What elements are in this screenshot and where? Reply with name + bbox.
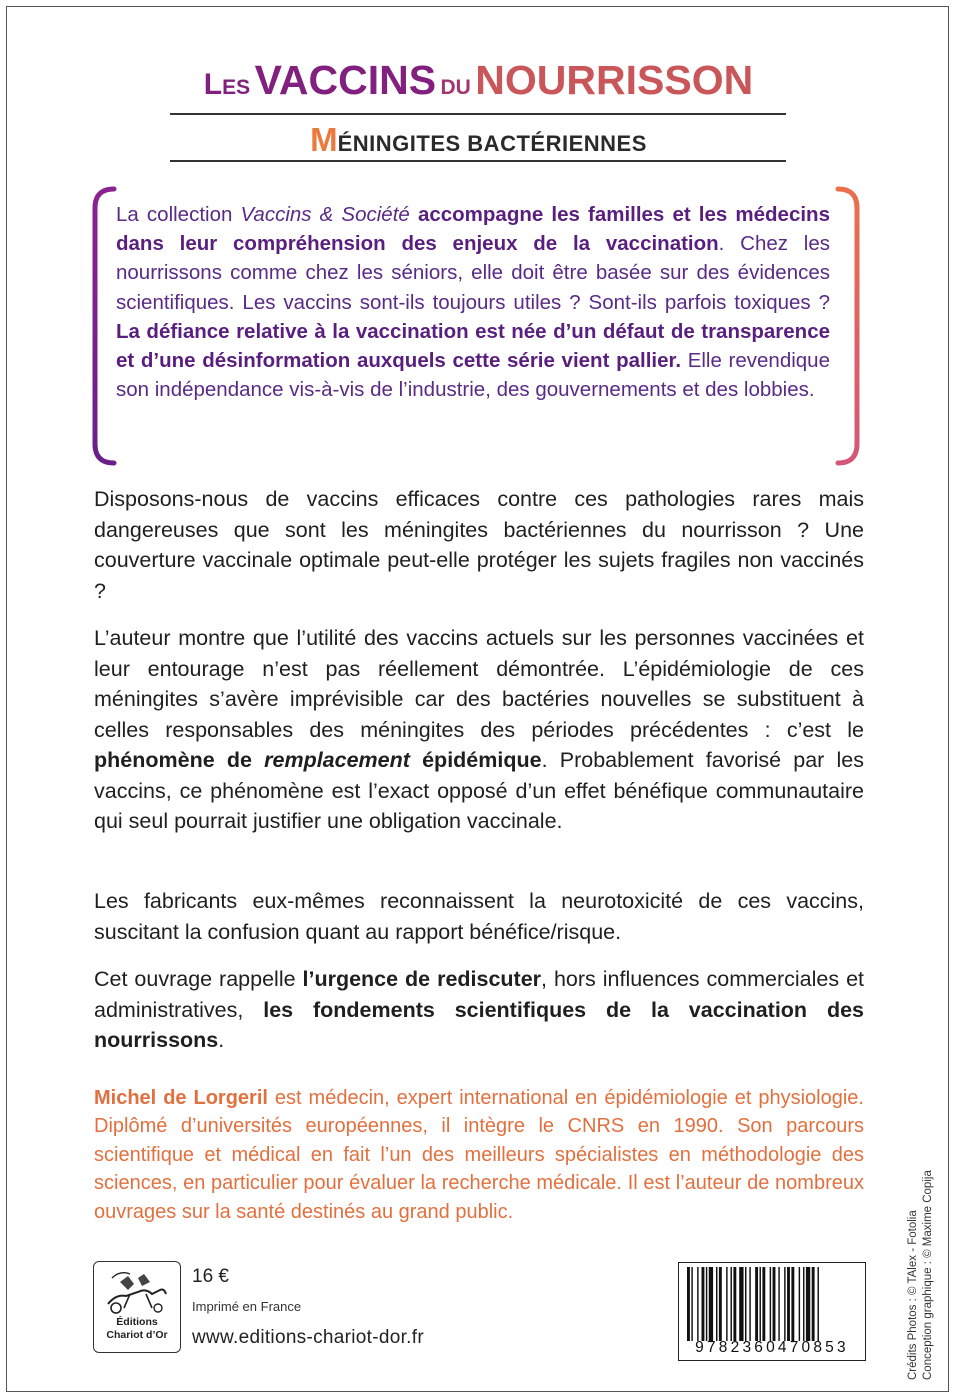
- body-paragraph-1: Disposons-nous de vaccins efficaces contre ces pathologies rares mais dangereuses que sont les méningites bactériennes du nourrisson ? Une couverture vaccinale optimale peut-elle protéger les sujets fragiles non vaccinés ?: [94, 487, 864, 603]
- subtitle-initial: M: [310, 121, 338, 158]
- collection-box: [90, 186, 862, 466]
- isbn-barcode: [678, 1262, 866, 1361]
- publisher-name: [94, 1316, 180, 1342]
- publisher-name-line1: Éditions: [116, 1316, 158, 1328]
- barcode-bar: [755, 1267, 758, 1341]
- barcode-bar: [791, 1267, 794, 1341]
- barcode-bar: [770, 1267, 771, 1341]
- title-rule-bottom: [170, 160, 786, 162]
- subtitle-rest: ÉNINGITES BACTÉRIENNES: [337, 131, 647, 156]
- chariot-icon: [94, 1264, 180, 1316]
- intro-text-3: Elle revendique son indépendance vis-à-vis de l’industrie, des gouvernements et des lobbies.: [116, 349, 830, 402]
- intro-bold-2: La défiance relative à la vaccination est née d’un défaut de transparence et d’une désinformation auxquels cette série vient pallier.: [116, 319, 830, 373]
- para4-text-e: .: [218, 1028, 225, 1052]
- title-rule-top: [170, 113, 786, 115]
- barcode-bar: [787, 1267, 790, 1341]
- barcode-bar: [803, 1267, 804, 1341]
- intro-text-1: La collection: [116, 203, 241, 226]
- title-vaccins: VACCINS: [254, 57, 437, 103]
- barcode-bar: [745, 1267, 746, 1341]
- barcode-bar: [716, 1267, 717, 1341]
- barcode-bar: [702, 1267, 705, 1341]
- barcode-bar: [726, 1267, 727, 1341]
- barcode-bar: [719, 1267, 722, 1341]
- isbn-digits: 9782360470853: [695, 1339, 849, 1356]
- barcode-bar: [806, 1267, 810, 1341]
- collection-text: [116, 200, 830, 404]
- credits-photos: Crédits Photos : © TAlex - Fotolia: [907, 1210, 919, 1380]
- barcode-bars: [679, 1267, 865, 1345]
- barcode-bar: [749, 1267, 750, 1341]
- para4-text-a: Cet ouvrage rappelle: [94, 967, 303, 991]
- publisher-logo: [93, 1261, 181, 1353]
- author-name: Michel de Lorgeril: [94, 1087, 268, 1109]
- barcode-bar: [709, 1267, 713, 1341]
- publisher-name-line2: Chariot d’Or: [106, 1329, 168, 1341]
- para2-bold-b: phénomène de: [94, 748, 265, 772]
- barcode-bar: [818, 1267, 819, 1341]
- image-credits: [906, 1170, 936, 1380]
- barcode-bar: [773, 1267, 776, 1341]
- barcode-bar: [760, 1267, 761, 1341]
- barcode-bar: [731, 1267, 732, 1341]
- para2-bold-italic: remplacement: [264, 748, 410, 772]
- barcode-bar: [812, 1267, 815, 1341]
- body-paragraph-4: [94, 964, 864, 1056]
- body-paragraph-2: [94, 623, 864, 837]
- barcode-bar: [691, 1267, 692, 1341]
- collection-name: Vaccins & Société: [240, 203, 410, 226]
- printed-in: Imprimé en France: [192, 1299, 302, 1314]
- title-du: du: [440, 68, 471, 101]
- barcode-bar: [778, 1267, 779, 1341]
- publisher-website: www.editions-chariot-dor.fr: [192, 1327, 424, 1348]
- barcode-bar: [733, 1267, 736, 1341]
- barcode-bar: [799, 1267, 800, 1341]
- barcode-bar: [687, 1267, 690, 1341]
- price: 16 €: [192, 1266, 229, 1287]
- intro-bold-1: accompagne les familles et les médecins dans leur compréhension des enjeux de la vaccination: [116, 203, 830, 256]
- intro-text-2: . Chez les nourrissons comme chez les séniors, elle doit être basée sur des évidences scientifiques. Les vaccins sont-ils toujours utiles ? Sont-ils parfois toxiques ?: [116, 232, 831, 314]
- title-nourrisson: NOURRISSON: [475, 57, 754, 103]
- barcode-bar: [739, 1267, 743, 1341]
- credits-design: Conception graphique : © Maxime Copija: [922, 1170, 934, 1380]
- author-bio-text: est médecin, expert international en épidémiologie et physiologie. Diplômé d’universités européennes, il intègre le CNRS en 1990. Son parcours scientifique et médical en fait l’un des meilleurs spécialistes en méthodologie des sciences, en particulier pour évaluer la recherche médicale. Il est l’auteur de nombreux ouvrages sur la santé destinés au grand public.: [94, 1087, 864, 1223]
- book-title: [0, 56, 957, 114]
- para2-text-e: . Probablement favorisé par les vaccins, ce phénomène est l’exact opposé d’un effet bénéfique communautaire qui seul pourrait justifier une obligation vaccinale.: [94, 748, 864, 833]
- barcode-bar: [706, 1267, 707, 1341]
- para4-text-c: , hors influences commerciales et administratives,: [94, 967, 864, 1022]
- barcode-bar: [697, 1267, 698, 1341]
- para4-bold-b: l’urgence de rediscuter: [302, 967, 542, 991]
- title-les: Les: [203, 68, 251, 101]
- author-bio: [94, 1084, 864, 1226]
- barcode-bar: [762, 1267, 765, 1341]
- barcode-bar: [784, 1267, 785, 1341]
- para2-bold-d: épidémique: [409, 748, 542, 772]
- body-paragraph-3: Les fabricants eux-mêmes reconnaissent la neurotoxicité de ces vaccins, suscitant la confusion quant au rapport bénéfice/risque.: [94, 889, 864, 944]
- intro-space: [410, 203, 418, 226]
- para4-bold-d: les fondements scientifiques de la vaccination des nourrissons: [94, 997, 864, 1052]
- para2-text-a: L’auteur montre que l’utilité des vaccins actuels sur les personnes vaccinées et leur entourage n’est pas réellement démontrée. L’épidémiologie de ces méningites s’avère imprévisible car des bactéries nouvelles se substituent à celles responsables des méningites des périodes précédentes : c’est le: [94, 626, 864, 742]
